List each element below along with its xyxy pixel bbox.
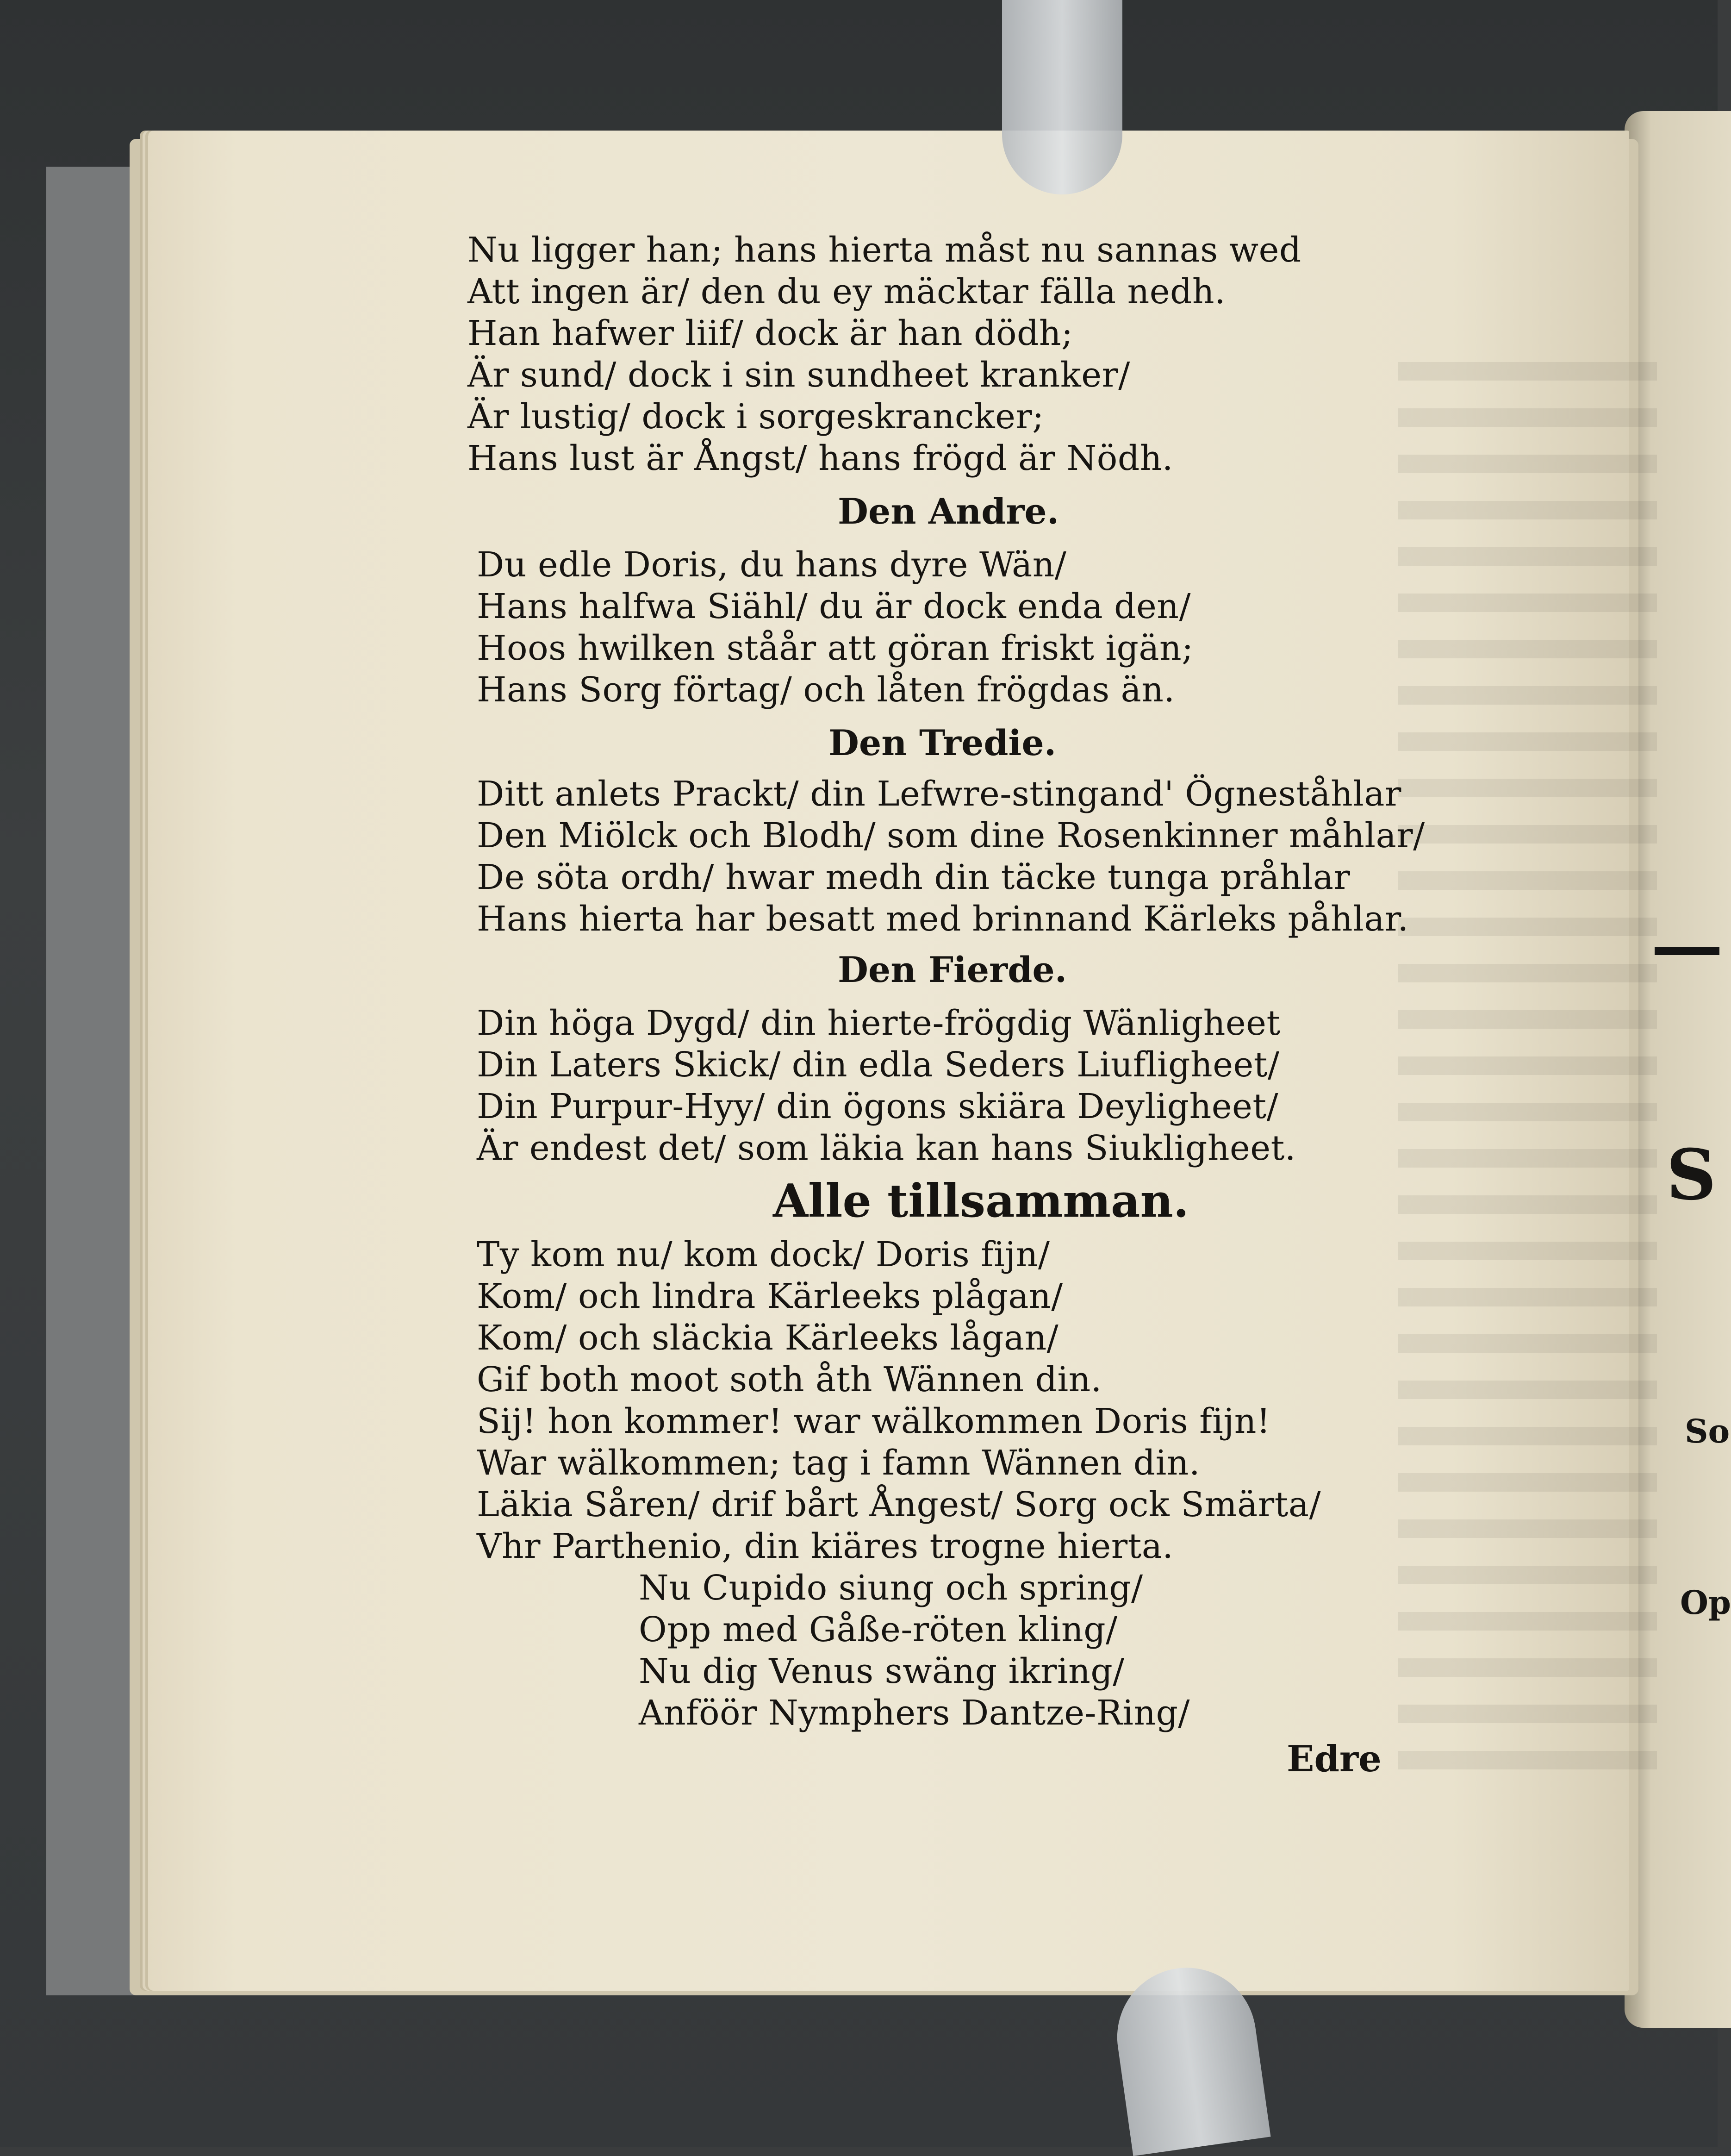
facing-page-initial: S: [1666, 1134, 1717, 1216]
section-heading: Den Fierde.: [838, 949, 1067, 990]
verse-line: Du edle Doris, du hans dyre Wän/: [477, 545, 1067, 585]
verse-line: Din Laters Skick/ din edla Seders Liufligheet/: [477, 1045, 1280, 1085]
verse-line: Hans lust är Ångst/ hans frögd är Nödh.: [467, 438, 1173, 478]
verse-line-indented: Anföör Nymphers Dantze-Ring/: [639, 1693, 1190, 1733]
verse-line: Din Purpur-Hyy/ din ögons skiära Deyligheet/: [477, 1087, 1279, 1126]
section-heading: Alle tillsamman.: [773, 1175, 1189, 1228]
verse-line: Är endest det/ som läkia kan hans Siukligheet.: [477, 1128, 1296, 1168]
verse-line: Kom/ och släckia Kärleeks lågan/: [477, 1318, 1059, 1358]
verse-line: Nu ligger han; hans hierta måst nu sannas wed: [467, 230, 1301, 270]
verse-line: Hans halfwa Siähl/ du är dock enda den/: [477, 587, 1191, 626]
verse-line-indented: Opp med Gåße-röten kling/: [639, 1610, 1118, 1650]
facing-page-word: So: [1685, 1412, 1730, 1450]
verse-line: Ty kom nu/ kom dock/ Doris fijn/: [477, 1235, 1050, 1275]
verse-line: Den Miölck och Blodh/ som dine Rosenkinner måhlar/: [477, 816, 1425, 856]
verse-line-indented: Nu Cupido siung och spring/: [639, 1568, 1143, 1608]
section-heading: Den Tredie.: [828, 722, 1057, 763]
show-through-text: [1398, 362, 1657, 1797]
verse-line: Din höga Dygd/ din hierte-frögdig Wänligheet: [477, 1003, 1281, 1043]
verse-line: War wälkommen; tag i famn Wännen din.: [477, 1443, 1200, 1483]
verse-line: Hans Sorg förtag/ och låten frögdas än.: [477, 670, 1175, 710]
catchword: Edre: [1287, 1738, 1382, 1780]
verse-line: De söta ordh/ hwar medh din täcke tunga pråhlar: [477, 857, 1351, 897]
verse-line: Vhr Parthenio, din kiäres trogne hierta.: [477, 1526, 1174, 1566]
verse-line: Hoos hwilken ståår att göran friskt igän;: [477, 628, 1194, 668]
page-clip-top: [1002, 0, 1122, 194]
verse-line: Är sund/ dock i sin sundheet kranker/: [467, 355, 1130, 395]
verse-line: Kom/ och lindra Kärleeks plågan/: [477, 1276, 1063, 1316]
facing-page-word-low: Op: [1680, 1583, 1731, 1622]
facing-page-rule: [1655, 947, 1719, 955]
verse-line: Ditt anlets Prackt/ din Lefwre-stingand' Ögneståhlar: [477, 774, 1401, 814]
verse-line: Han hafwer liif/ dock är han dödh;: [467, 313, 1073, 353]
verse-line: Läkia Såren/ drif bårt Ångest/ Sorg ock Smärta/: [477, 1485, 1321, 1525]
verse-line: Sij! hon kommer! war wälkommen Doris fijn!: [477, 1401, 1271, 1441]
section-heading: Den Andre.: [838, 491, 1059, 532]
verse-line: Gif both moot soth åth Wännen din.: [477, 1360, 1102, 1400]
verse-line: Att ingen är/ den du ey mäcktar fälla nedh.: [467, 272, 1226, 312]
verse-line: Är lustig/ dock i sorgeskrancker;: [467, 397, 1044, 437]
verse-line: Hans hierta har besatt med brinnand Kärleks påhlar.: [477, 899, 1409, 939]
verse-line-indented: Nu dig Venus swäng ikring/: [639, 1651, 1125, 1691]
